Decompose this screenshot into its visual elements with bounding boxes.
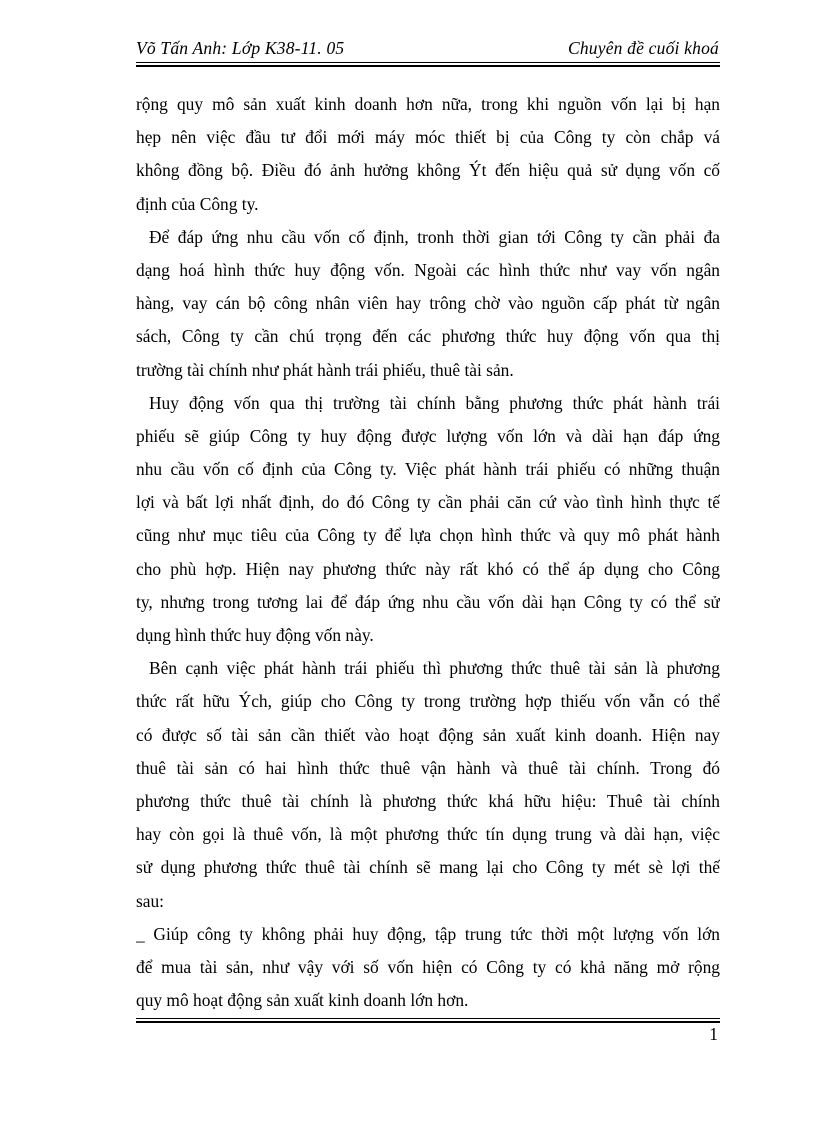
text-line: định của Công ty. <box>136 193 259 214</box>
text-line: phiếu sẽ giúp Công ty huy động được lượng vốn lớn và dài hạn đáp ứng <box>136 425 720 446</box>
text-line: phương thức thuê tài chính là phương thức khá hữu hiệu: Thuê tài chính <box>136 790 720 811</box>
text-line: nhu cầu vốn cố định của Công ty. Việc phát hành trái phiếu có những thuận <box>136 459 720 480</box>
text-line: _ Giúp công ty không phải huy động, tập trung tức thời một lượng vốn lớn <box>136 923 720 944</box>
text-line: rộng quy mô sản xuất kinh doanh hơn nữa, trong khi nguồn vốn lại bị hạn <box>136 94 720 114</box>
text-line: quy mô hoạt động sản xuất kinh doanh lớn hơn. <box>136 990 469 1011</box>
header-document-title: Chuyên đề cuối khoá <box>567 38 719 58</box>
text-line: hay còn gọi là thuê vốn, là một phương thức tín dụng trung và dài hạn, việc <box>136 824 720 845</box>
text-line: sử dụng phương thức thuê tài chính sẽ mang lại cho Công ty mét sè lợi thế <box>136 857 720 878</box>
text-line: sách, Công ty cần chú trọng đến các phương thức huy động vốn qua thị <box>136 326 720 347</box>
text-line: Bên cạnh việc phát hành trái phiếu thì phương thức thuê tài sản là phương <box>149 658 720 679</box>
text-line: sau: <box>136 890 165 911</box>
text-line: hàng, vay cán bộ công nhân viên hay trông chờ vào nguồn cấp phát từ ngân <box>136 293 720 314</box>
text-line: Huy động vốn qua thị trường tài chính bằng phương thức phát hành trái <box>149 392 720 413</box>
text-line: cho phù hợp. Hiện nay phương thức này rất khó có thể áp dụng cho Công <box>136 558 720 579</box>
text-line: trường tài chính như phát hành trái phiếu, thuê tài sản. <box>136 359 514 380</box>
text-line: dạng hoá hình thức huy động vốn. Ngoài các hình thức như vay vốn ngân <box>136 259 720 280</box>
text-line: không đồng bộ. Điều đó ảnh hưởng không Ýt đến hiệu quả sử dụng vốn cố <box>136 160 720 181</box>
text-line: thuê tài sản có hai hình thức thuê vận hành và thuê tài chính. Trong đó <box>136 757 720 778</box>
text-line: để mua tài sản, như vậy với số vốn hiện có Công ty có khả năng mở rộng <box>136 956 720 977</box>
text-line: hẹp nên việc đầu tư đổi mới máy móc thiết bị của Công ty còn chắp vá <box>136 127 720 148</box>
text-line: lợi và bất lợi nhất định, do đó Công ty cần phải căn cứ vào tình hình thực tế <box>136 492 720 513</box>
header-divider <box>136 62 720 67</box>
text-line: ty, nhưng trong tương lai để đáp ứng nhu cầu vốn dài hạn Công ty có thể sử <box>136 591 720 612</box>
header-author-class: Võ Tấn Anh: Lớp K38-11. 05 <box>136 38 345 58</box>
text-line: cũng như mục tiêu của Công ty để lựa chọn hình thức và quy mô phát hành <box>136 525 720 546</box>
text-line: có được số tài sản cần thiết vào hoạt động sản xuất kinh doanh. Hiện nay <box>136 724 720 745</box>
page-number: 1 <box>709 1024 718 1044</box>
document-body <box>136 88 720 1017</box>
text-line: thức rất hữu Ých, giúp cho Công ty trong trường hợp thiếu vốn vẫn có thể <box>136 691 720 712</box>
text-line: Để đáp ứng nhu cầu vốn cố định, tronh thời gian tới Công ty cần phải đa <box>149 226 720 247</box>
page-header <box>136 38 719 62</box>
footer-divider <box>136 1018 720 1023</box>
text-line: dụng hình thức huy động vốn này. <box>136 625 374 645</box>
